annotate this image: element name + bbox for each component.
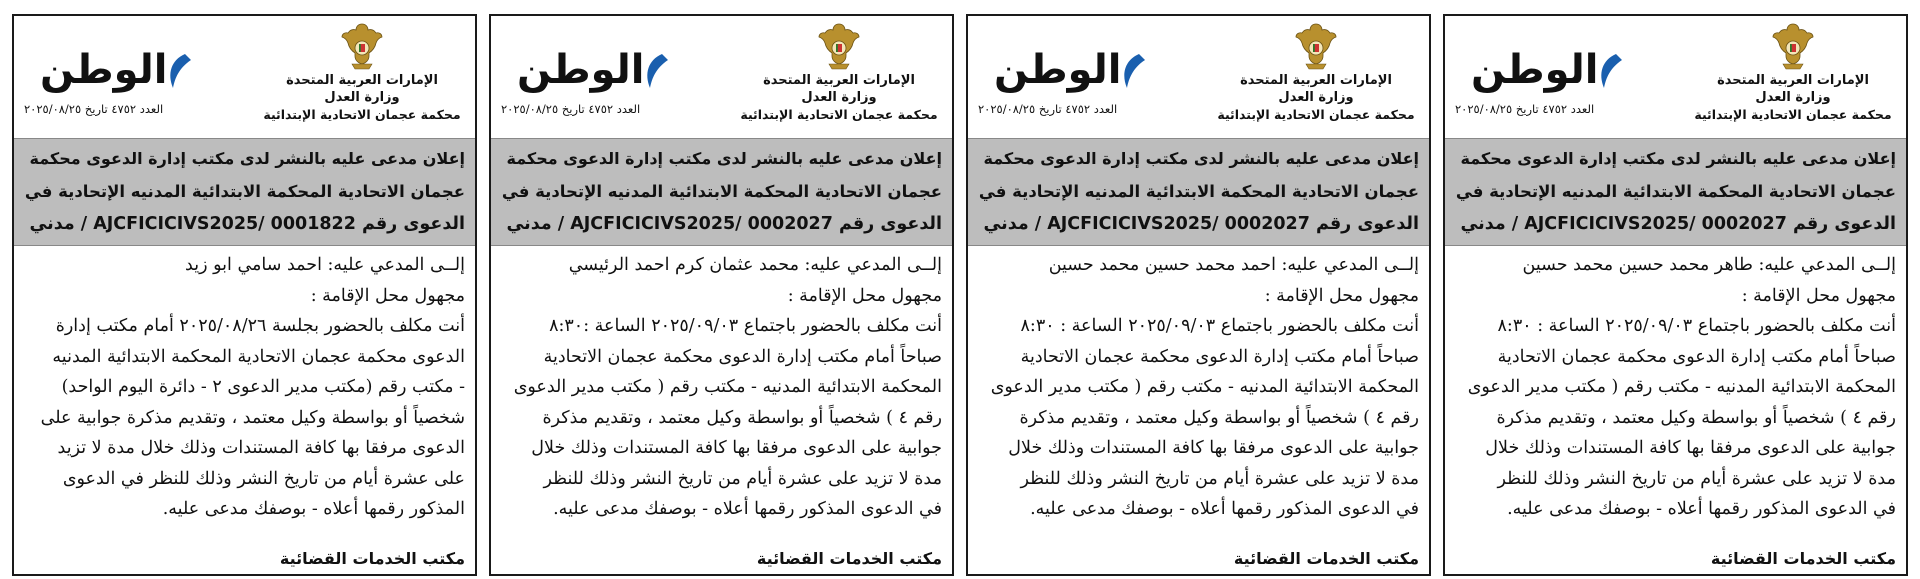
notice-text-line: أنت مكلف بالحضور بجلسة ٢٠٢٥/٠٨/٢٦ أمام مكتب إدارة [55,316,465,336]
notice-text-line: صباحاً أمام مكتب إدارة الدعوى محكمة عجمان الاتحادية [1497,346,1896,367]
defendant-name-line: إلــى المدعي عليه: احمد محمد حسين محمد حسين [1048,255,1419,275]
notice-text-line: المحكمة الابتدائية المدنيه - مكتب رقم ( مكتب مدير الدعوى [513,377,942,397]
newspaper-block [22,20,257,116]
title-line: إعلان مدعى عليه بالنشر لدى مكتب إدارة الدعوى محكمة [506,149,942,168]
notice-text-line: جوابية على الدعوى مرفقا بها كافة المستندات وذلك خلال [1008,438,1419,458]
newspaper-block [499,20,734,116]
notice-body [14,246,475,546]
court-name: محكمة عجمان الاتحادية الإبتدائية [1694,107,1892,122]
title-line: عجمان الاتحادية المحكمة الابتدائية المدنيه الإتحادية في [24,182,465,201]
notice-header [1445,16,1906,138]
notice-text-line: صباحاً أمام مكتب إدارة الدعوى محكمة عجمان الاتحادية [1020,346,1419,367]
newspaper-logo [40,46,167,94]
notice-signature: مكتب الخدمات القضائية [1710,549,1896,568]
notice-body [1445,246,1906,546]
ministry-name: وزارة العدل [1278,90,1354,105]
title-line: عجمان الاتحادية المحكمة الابتدائية المدنيه الإتحادية في [501,182,942,201]
title-line: الدعوى رقم AJCFICICIVS2025/ 0002027 / مدني [983,214,1419,234]
uae-falcon-emblem-icon [1770,20,1816,72]
uae-falcon-emblem-icon [339,20,385,72]
court-notice [1443,14,1908,576]
notice-text-line: أنت مكلف بالحضور باجتماع ٢٠٢٥/٠٩/٠٣ الساعة : ٨:٣٠ [1497,316,1896,336]
newspaper-logo [517,46,644,94]
court-notice [12,14,477,576]
notice-text-line: المذكور رقمها أعلاه - بوصفك مدعى عليه. [162,499,465,519]
notice-text-line: المحكمة الابتدائية المدنيه - مكتب رقم ( مكتب مدير الدعوى [990,377,1419,397]
notice-signature: مكتب الخدمات القضائية [756,549,942,568]
notice-text-line: جوابية على الدعوى مرفقا بها كافة المستندات وذلك خلال [1485,438,1896,458]
title-line: الدعوى رقم AJCFICICIVS2025/ 0002027 / مدني [506,214,942,234]
court-name: محكمة عجمان الاتحادية الإبتدائية [740,107,938,122]
logo-swoosh-icon [1594,52,1624,90]
residence-unknown-line: مجهول محل الإقامة : [310,285,465,306]
ministry-name: وزارة العدل [1755,90,1831,105]
country-name: الإمارات العربية المتحدة [1717,73,1869,88]
newspaper-logo [1471,46,1598,94]
notice-header [491,16,952,138]
government-block [1211,20,1421,123]
newspaper-logo-text: الوطن [517,47,645,93]
issue-number-date: العدد ٤٧٥٢ تاريخ ٢٠٢٥/٠٨/٢٥ [1455,102,1595,116]
notice-text-line: رقم ٤ ) شخصياً أو بواسطة وكيل معتمد ، وتقديم مذكرة [1496,407,1896,428]
notice-title [1445,138,1906,246]
court-notice [966,14,1431,576]
country-name: الإمارات العربية المتحدة [763,73,915,88]
notice-title [14,138,475,246]
issue-number-date: العدد ٤٧٥٢ تاريخ ٢٠٢٥/٠٨/٢٥ [24,102,164,116]
title-line: إعلان مدعى عليه بالنشر لدى مكتب إدارة الدعوى محكمة [29,149,465,168]
newspaper-logo-text: الوطن [994,47,1122,93]
notice-text-line: شخصياً أو بواسطة وكيل معتمد ، وتقديم مذكرة جوابية على [40,407,465,428]
notice-body [491,246,952,546]
title-line: الدعوى رقم AJCFICICIVS2025/ 0002027 / مدني [1460,214,1896,234]
notice-text-line: رقم ٤ ) شخصياً أو بواسطة وكيل معتمد ، وتقديم مذكرة [542,407,942,428]
notice-header [14,16,475,138]
notice-text-line: جوابية على الدعوى مرفقا بها كافة المستندات وذلك خلال [531,438,942,458]
logo-swoosh-icon [1117,52,1147,90]
notice-body [968,246,1429,546]
issue-number-date: العدد ٤٧٥٢ تاريخ ٢٠٢٥/٠٨/٢٥ [978,102,1118,116]
newspaper-block [976,20,1211,116]
notice-text-line: مدة لا تزيد على عشرة أيام من تاريخ النشر وذلك للنظر [1497,468,1896,489]
logo-swoosh-icon [163,52,193,90]
notice-text-line: صباحاً أمام مكتب إدارة الدعوى محكمة عجمان الاتحادية [543,346,942,367]
notice-text-line: في الدعوى المذكور رقمها أعلاه - بوصفك مدعى عليه. [1507,499,1896,519]
logo-swoosh-icon [640,52,670,90]
notice-text-line: أنت مكلف بالحضور باجتماع ٢٠٢٥/٠٩/٠٣ الساعة :٨:٣٠ [549,316,942,336]
newspaper-logo [994,46,1121,94]
notice-text-line: في الدعوى المذكور رقمها أعلاه - بوصفك مدعى عليه. [553,499,942,519]
country-name: الإمارات العربية المتحدة [1240,73,1392,88]
residence-unknown-line: مجهول محل الإقامة : [1264,285,1419,306]
notice-text-line: الدعوى مرفقا بها كافة المستندات وذلك خلال مدة لا تزيد [57,438,465,458]
title-line: الدعوى رقم AJCFICICIVS2025/ 0001822 / مدني [29,214,465,234]
title-line: عجمان الاتحادية المحكمة الابتدائية المدنيه الإتحادية في [1455,182,1896,201]
notice-text-line: رقم ٤ ) شخصياً أو بواسطة وكيل معتمد ، وتقديم مذكرة [1019,407,1419,428]
newspaper-block [1453,20,1688,116]
ministry-name: وزارة العدل [324,90,400,105]
court-notice [489,14,954,576]
notice-title [968,138,1429,246]
notice-text-line: - مكتب رقم (مكتب مدير الدعوى ٢ - دائرة اليوم الواحد) [61,377,465,397]
uae-falcon-emblem-icon [816,20,862,72]
newspaper-logo-text: الوطن [40,47,168,93]
ministry-name: وزارة العدل [801,90,877,105]
notice-title [491,138,952,246]
notice-signature: مكتب الخدمات القضائية [1233,549,1419,568]
notice-header [968,16,1429,138]
title-line: عجمان الاتحادية المحكمة الابتدائية المدنيه الإتحادية في [978,182,1419,201]
notice-text-line: المحكمة الابتدائية المدنيه - مكتب رقم ( مكتب مدير الدعوى [1467,377,1896,397]
title-line: إعلان مدعى عليه بالنشر لدى مكتب إدارة الدعوى محكمة [983,149,1419,168]
residence-unknown-line: مجهول محل الإقامة : [787,285,942,306]
court-name: محكمة عجمان الاتحادية الإبتدائية [263,107,461,122]
notice-text-line: مدة لا تزيد على عشرة أيام من تاريخ النشر وذلك للنظر [1020,468,1419,489]
newspaper-logo-text: الوطن [1471,47,1599,93]
defendant-name-line: إلــى المدعي عليه: احمد سامي ابو زيد [185,255,465,275]
residence-unknown-line: مجهول محل الإقامة : [1741,285,1896,306]
government-block [257,20,467,123]
issue-number-date: العدد ٤٧٥٢ تاريخ ٢٠٢٥/٠٨/٢٥ [501,102,641,116]
notice-text-line: مدة لا تزيد على عشرة أيام من تاريخ النشر وذلك للنظر [543,468,942,489]
government-block [1688,20,1898,123]
court-name: محكمة عجمان الاتحادية الإبتدائية [1217,107,1415,122]
notice-text-line: في الدعوى المذكور رقمها أعلاه - بوصفك مدعى عليه. [1030,499,1419,519]
defendant-name-line: إلــى المدعي عليه: محمد عثمان كرم احمد الرئيسي [568,255,942,275]
title-line: إعلان مدعى عليه بالنشر لدى مكتب إدارة الدعوى محكمة [1460,149,1896,168]
notice-signature: مكتب الخدمات القضائية [279,549,465,568]
defendant-name-line: إلــى المدعي عليه: طاهر محمد حسين محمد حسين [1522,255,1896,275]
notice-text-line: الدعوى محكمة عجمان الاتحادية المحكمة الابتدائية المدنيه [52,346,465,367]
notice-text-line: أنت مكلف بالحضور باجتماع ٢٠٢٥/٠٩/٠٣ الساعة : ٨:٣٠ [1020,316,1419,336]
country-name: الإمارات العربية المتحدة [286,73,438,88]
government-block [734,20,944,123]
notice-text-line: على عشرة أيام من تاريخ النشر وذلك للنظر في الدعوى [62,468,465,489]
uae-falcon-emblem-icon [1293,20,1339,72]
